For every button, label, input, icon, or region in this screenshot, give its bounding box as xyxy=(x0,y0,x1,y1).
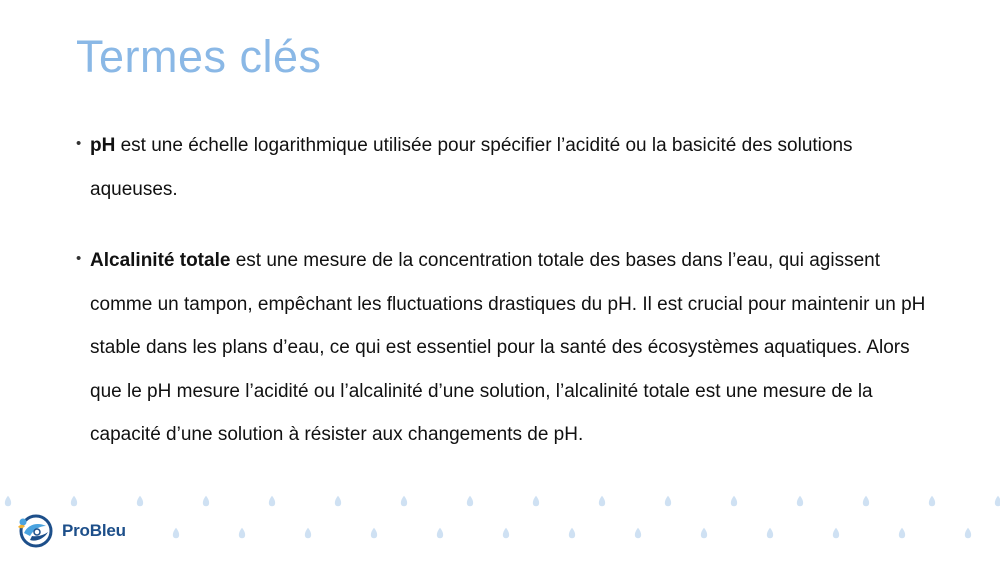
probleu-logo-text: ProBleu xyxy=(62,521,126,540)
water-drop-icon xyxy=(71,496,77,507)
water-drop-icon xyxy=(899,528,905,539)
water-drop-icon xyxy=(635,528,641,539)
bullet-term: Alcalinité totale xyxy=(90,250,231,271)
water-drop-icon xyxy=(437,528,443,539)
water-drop-icon xyxy=(965,528,971,539)
water-drop-icon xyxy=(401,496,407,507)
bullet-term: pH xyxy=(90,135,116,156)
water-drop-icon xyxy=(995,496,1000,507)
water-drop-icon xyxy=(467,496,473,507)
probleu-logo xyxy=(16,512,126,550)
water-drop-icon xyxy=(731,496,737,507)
water-drop-icon xyxy=(863,496,869,507)
water-drop-icon xyxy=(599,496,605,507)
bullet-item-ph xyxy=(76,124,936,211)
water-drop-icon xyxy=(701,528,707,539)
water-drop-icon xyxy=(137,496,143,507)
water-drop-icon xyxy=(5,496,11,507)
water-drop-icon xyxy=(569,528,575,539)
water-drop-icon xyxy=(239,528,245,539)
bullet-item-alcalinite xyxy=(76,239,936,457)
bullet-marker: • xyxy=(76,135,82,152)
water-drop-icon xyxy=(797,496,803,507)
slide-title: Termes clés xyxy=(76,31,322,82)
water-drop-icon xyxy=(767,528,773,539)
water-drop-icon xyxy=(503,528,509,539)
water-drop-icon xyxy=(335,496,341,507)
water-drop-icon xyxy=(173,528,179,539)
bullet-list xyxy=(76,124,936,485)
bullet-marker: • xyxy=(76,250,82,267)
water-drop-icon xyxy=(305,528,311,539)
water-drop-icon xyxy=(929,496,935,507)
water-drop-icon xyxy=(371,528,377,539)
water-drop-icon xyxy=(833,528,839,539)
water-drop-pattern xyxy=(0,490,1000,563)
bullet-text: est une échelle logarithmique utilisée pour spécifier l’acidité ou la basicité des solutions aqueuses. xyxy=(90,135,853,200)
water-drop-icon xyxy=(203,496,209,507)
water-drop-icon xyxy=(665,496,671,507)
water-drop-icon xyxy=(533,496,539,507)
water-drop-icon xyxy=(269,496,275,507)
probleu-logo-icon xyxy=(16,512,56,550)
bullet-text: est une mesure de la concentration totale des bases dans l’eau, qui agissent comme un tampon, empêchant les fluctuations drastiques du pH. Il est crucial pour maintenir un pH stable dans les plans d’eau, ce qui est essentiel pour la santé des écosystèmes aquatiques. Alors que le pH mesure l’acidité ou l’alcalinité d’une solution, l’alcalinité totale est une mesure de la capacité d’une solution à résister aux changements de pH. xyxy=(90,250,926,445)
